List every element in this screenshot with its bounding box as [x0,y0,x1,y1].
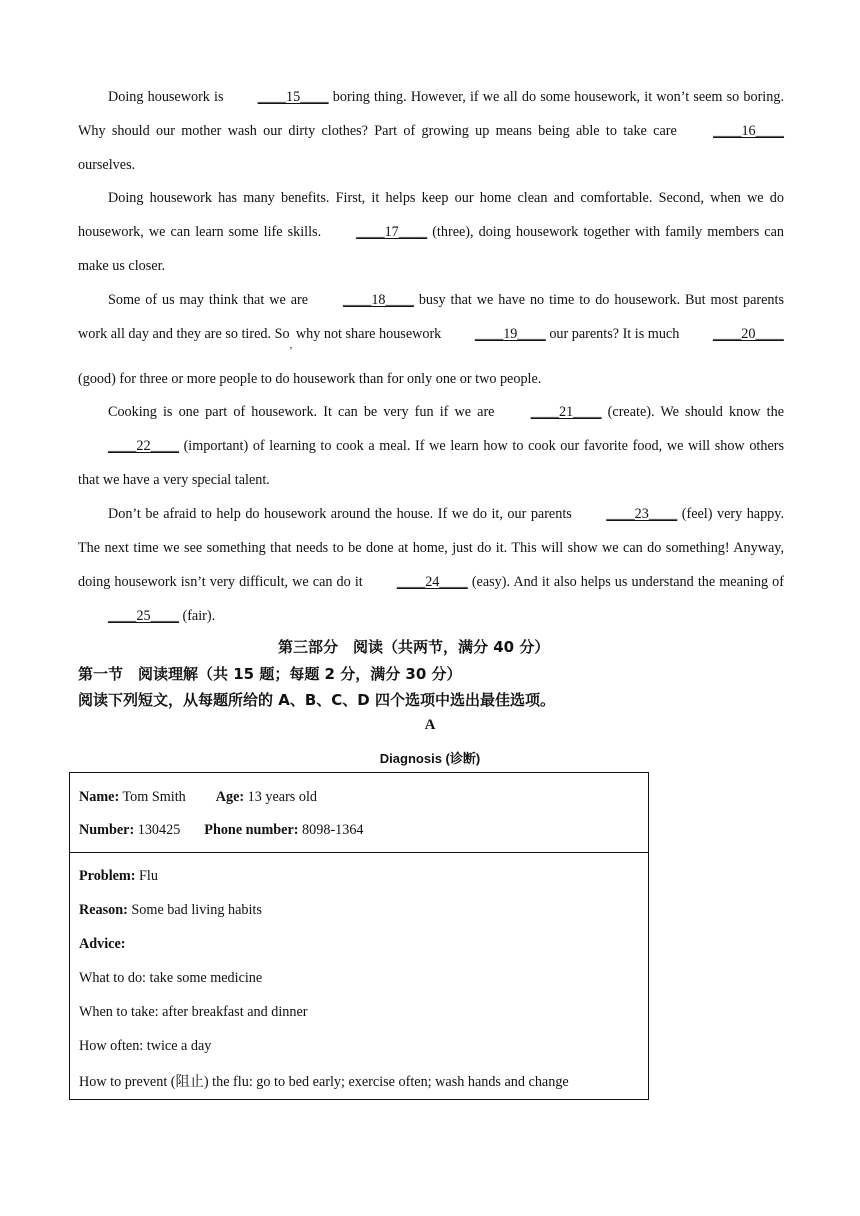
blank-17[interactable]: ____17____ [356,224,428,240]
text: (good) for three or more people to do housework than for only one or two people. [78,371,542,387]
diagnosis-table [69,772,649,1100]
text: (important) of learning to cook a meal. If we learn how to cook our favorite food, we will show others that we have a very special talent. [78,438,784,488]
text: boring thing. However, if we all do some housework, it won’t seem so boring. Why should our mother wash our dirty clothes? Part of growing up means being able to take care [78,89,784,139]
text: Cooking is one part of housework. It can be very fun if we are [108,404,501,420]
patient-row-2 [79,822,364,839]
advice-row [79,936,126,953]
phone-value: 8098-1364 [298,822,364,838]
advice-label: Advice: [79,936,126,952]
text: Doing housework is [108,89,228,105]
problem-value: Flu [135,868,158,884]
table-divider [70,852,648,853]
age-label: Age: [215,789,245,805]
problem-row [79,868,158,885]
text: Doing housework has many benefits. First, it helps keep our home clean and comfortable. Second, when we do housework, we can learn some life skills. [78,190,784,240]
passage-letter: A [424,717,436,733]
passage-paragraph-3 [78,283,784,352]
passage-paragraph-5 [78,497,784,633]
passage-paragraph-2 [78,181,784,283]
passage-paragraph-1 [78,80,784,182]
blank-23[interactable]: ____23____ [606,506,678,522]
instruction-text: 阅读下列短文，从每题所给的 A、B、C、D 四个选项中选出最佳选项。 [78,691,555,709]
text: (fair). [178,608,216,624]
passage-paragraph-4 [78,395,784,497]
phone-label: Phone number: [204,822,299,838]
reason-label: Reason: [79,902,128,918]
reason-row [79,902,262,919]
patient-row-1 [79,789,317,806]
passage-paragraph-3-cont [78,362,784,396]
blank-20[interactable]: ____20____ [712,326,784,342]
stray-comma: , [289,339,293,351]
number-value: 130425 [134,822,181,838]
blank-18[interactable]: ____18____ [342,292,414,308]
advice-prevent: How to prevent (阻止) the flu: go to bed early; exercise often; wash hands and change [79,1074,569,1090]
blank-15[interactable]: ____15____ [257,89,329,105]
age-value: 13 years old [244,789,318,805]
text: (feel) very happy. The next time we see something that needs to be done at home, just do it. This will show we can do something! Anyway, doing housework isn’t very difficult, we can do it [78,506,784,590]
section-one-heading: 第一节 阅读理解（共 15 题；每题 2 分，满分 30 分） [78,665,462,683]
text: our parents? It is much [545,326,683,342]
blank-25[interactable]: ____25____ [108,608,179,624]
blank-19[interactable]: ____19____ [474,326,546,342]
text: (create). We should know the [601,404,784,420]
advice-often: How often: twice a day [79,1038,212,1054]
diagnosis-title: Diagnosis (诊断) [379,751,481,766]
problem-label: Problem: [79,868,136,884]
blank-16[interactable]: ____16____ [713,123,784,139]
text: (easy). And it also helps us understand the meaning of [467,574,784,590]
text: Some of us may think that we are [108,292,313,308]
name-value: Tom Smith [119,789,186,805]
text: (three), doing housework together with family members can make us closer. [78,224,784,274]
advice-what: What to do: take some medicine [79,970,263,986]
name-label: Name: [79,789,120,805]
part-three-heading: 第三部分 阅读（共两节，满分 40 分） [278,638,550,656]
text: ourselves. [78,157,136,173]
text: why not share housework [292,326,445,342]
blank-21[interactable]: ____21____ [530,404,602,420]
number-label: Number: [79,822,135,838]
advice-when: When to take: after breakfast and dinner [79,1004,308,1020]
blank-24[interactable]: ____24____ [396,574,468,590]
text: Don’t be afraid to help do housework around the house. If we do it, our parents [108,506,577,522]
blank-22[interactable]: ____22____ [108,438,179,454]
text: busy that we have no time to do housework. But most parents work all day and they are so tired. So [78,292,784,342]
reason-value: Some bad living habits [127,902,262,918]
